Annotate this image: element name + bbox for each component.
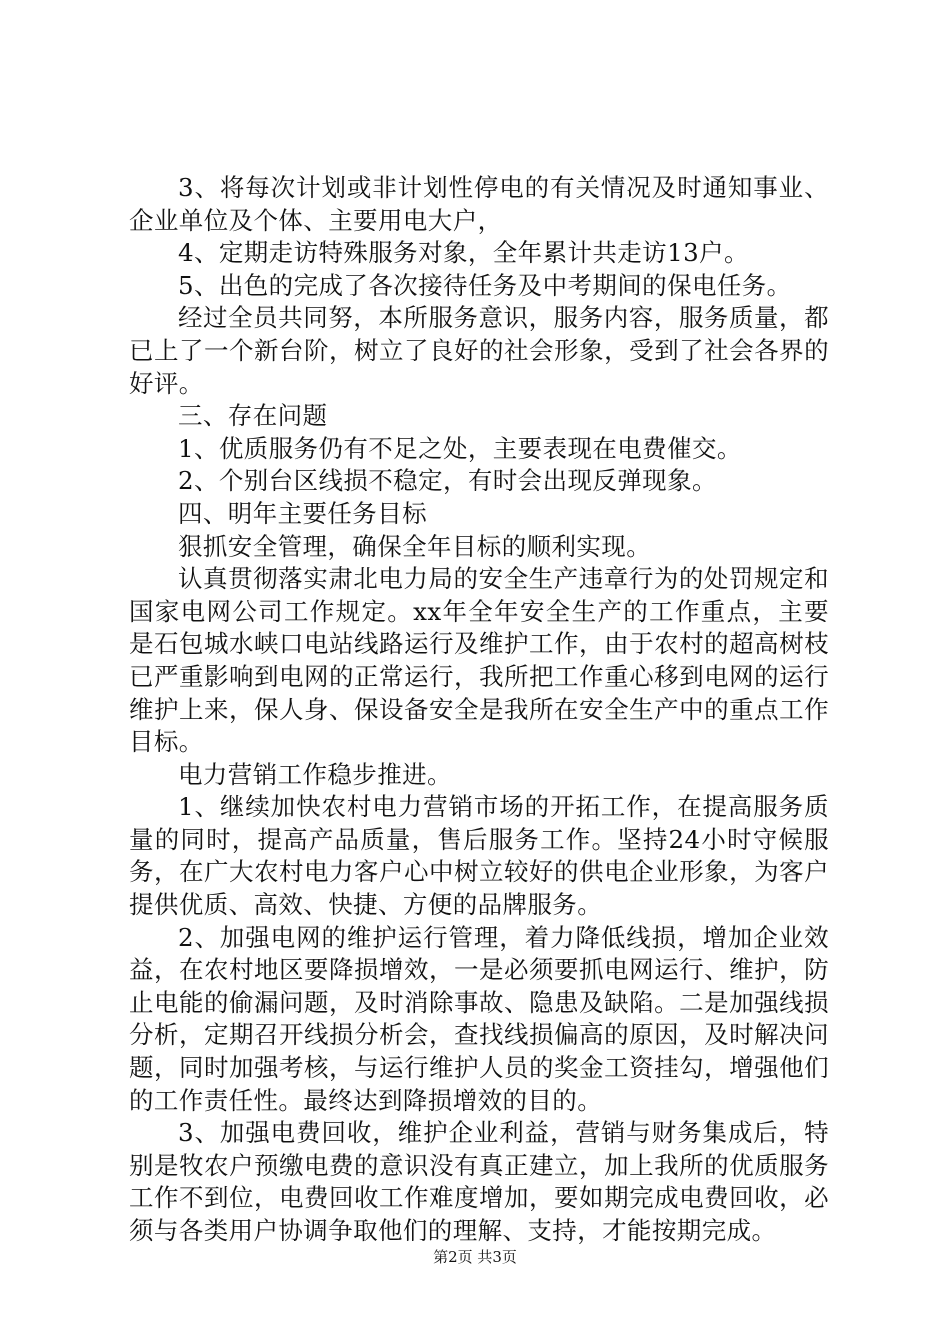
page-footer: 第2页 共3页 <box>433 1248 517 1266</box>
document-body <box>129 172 829 1248</box>
paragraph-7: 2、个别台区线损不稳定，有时会出现反弹现象。 <box>178 466 717 496</box>
paragraph-14: 3、加强电费回收，维护企业利益，营销与财务集成后，特别是牧农户预缴电费的意识没有真正建立，加上我所的优质服务工作不到位，电费回收工作难度增加，要如期完成电费回收，必须与各类用户协调争取他们的理解、支持，才能按期完成。 <box>129 1118 829 1245</box>
paragraph-13: 2、加强电网的维护运行管理，着力降低线损，增加企业效益，在农村地区要降损增效，一是必须要抓电网运行、维护，防止电能的偷漏问题，及时消除事故、隐患及缺陷。二是加强线损分析，定期召开线损分析会，查找线损偏高的原因，及时解决问题，同时加强考核，与运行维护人员的奖金工资挂勾，增强他们的工作责任性。最终达到降损增效的目的。 <box>129 922 829 1115</box>
paragraph-6: 1、优质服务仍有不足之处，主要表现在电费催交。 <box>178 433 742 463</box>
paragraph-9: 狠抓安全管理，确保全年目标的顺利实现。 <box>178 531 652 561</box>
section-heading-problems: 三、存在问题 <box>178 401 328 431</box>
paragraph-3: 5、出色的完成了各次接待任务及中考期间的保电任务。 <box>178 270 792 300</box>
paragraph-11: 电力营销工作稳步推进。 <box>178 759 452 789</box>
paragraph-12: 1、继续加快农村电力营销市场的开拓工作，在提高服务质量的同时，提高产品质量，售后服务工作。坚持24小时守候服务，在广大农村电力客户心中树立较好的供电企业形象，为客户提供优质、高效、快捷、方便的品牌服务。 <box>129 792 829 920</box>
section-heading-goals: 四、明年主要任务目标 <box>178 498 427 528</box>
paragraph-4: 经过全员共同努，本所服务意识，服务内容，服务质量，都已上了一个新台阶，树立了良好的社会形象，受到了社会各界的好评。 <box>129 303 829 398</box>
paragraph-10: 认真贯彻落实肃北电力局的安全生产违章行为的处罚规定和国家电网公司工作规定。xx年全年安全生产的工作重点，主要是石包城水峡口电站线路运行及维护工作，由于农村的超高树枝已严重影响到电网的正常运行，我所把工作重心移到电网的运行维护上来，保人身、保设备安全是我所在安全生产中的重点工作目标。 <box>129 564 829 757</box>
paragraph-2: 4、定期走访特殊服务对象，全年累计共走访13户。 <box>178 238 749 268</box>
paragraph-1: 3、将每次计划或非计划性停电的有关情况及时通知事业、企业单位及个体、主要用电大户， <box>129 173 829 235</box>
